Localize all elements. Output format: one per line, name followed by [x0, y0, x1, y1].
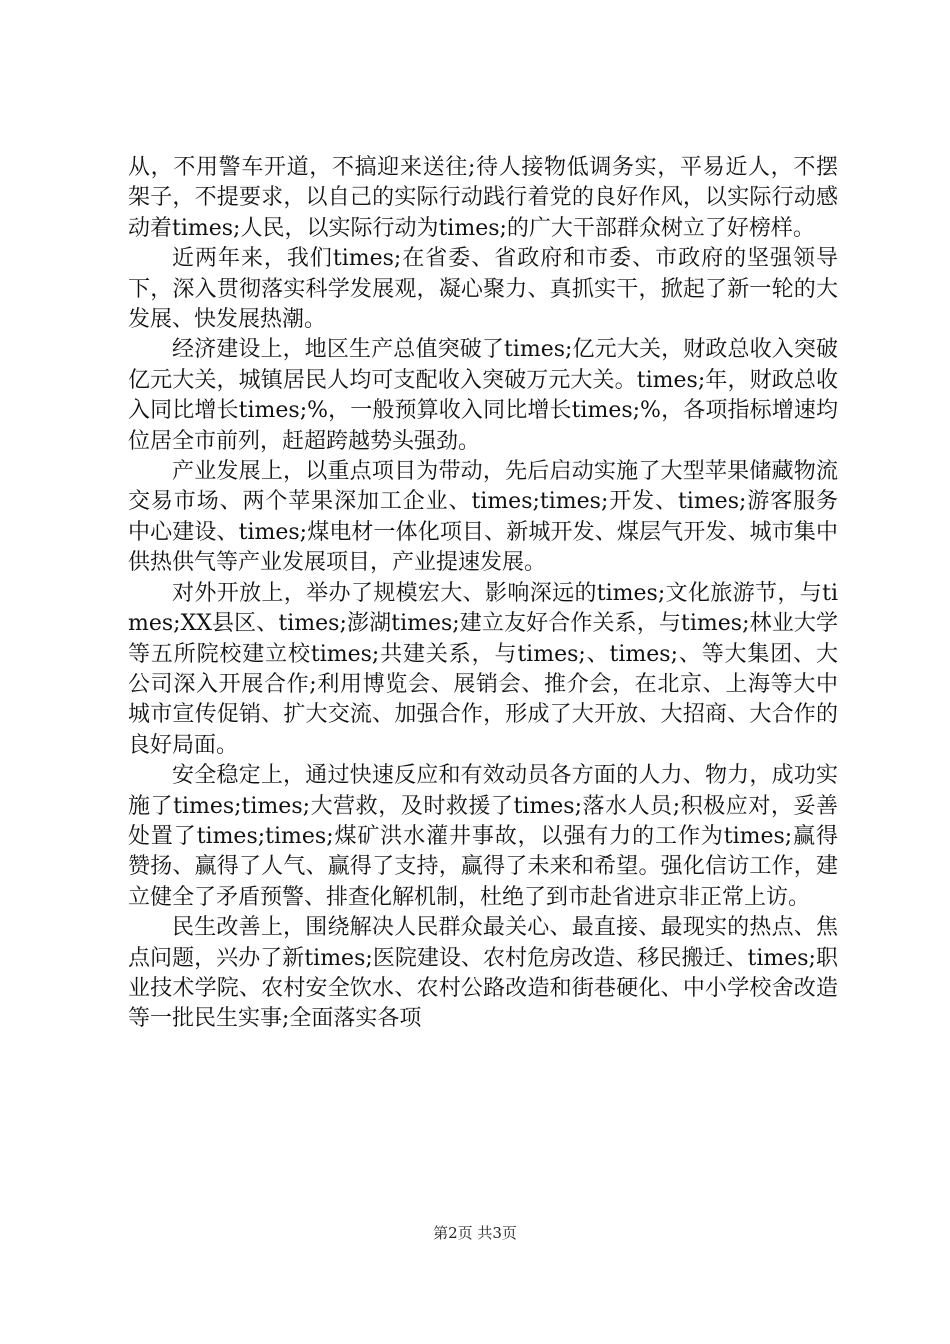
page-footer: 第2页 共3页 — [433, 1224, 517, 1242]
paragraph-2: 近两年来，我们times;在省委、省政府和市委、市政府的坚强领导下，深入贯彻落实科学发展观，凝心聚力、真抓实干，掀起了新一轮的大发展、快发展热潮。 — [128, 246, 838, 333]
document-body — [128, 153, 838, 1035]
paragraph-6: 安全稳定上，通过快速反应和有效动员各方面的人力、物力，成功实施了times;times;大营救，及时救援了times;落水人员;积极应对，妥善处置了times;times;煤矿洪水灌井事故，以强有力的工作为times;赢得赞扬、赢得了人气、赢得了支持，赢得了未来和希望。强化信访工作，建立健全了矛盾预警、排查化解机制，杜绝了到市赴省进京非正常上访。 — [128, 763, 838, 910]
paragraph-3: 经济建设上，地区生产总值突破了times;亿元大关，财政总收入突破亿元大关，城镇居民人均可支配收入突破万元大关。times;年，财政总收入同比增长times;%，一般预算收入同比增长times;%，各项指标增速均位居全市前列，赶超跨越势头强劲。 — [128, 337, 838, 454]
paragraph-4: 产业发展上，以重点项目为带动，先后启动实施了大型苹果储藏物流交易市场、两个苹果深加工企业、times;times;开发、times;游客服务中心建设、times;煤电材一体化项目、新城开发、煤层气开发、城市集中供热供气等产业发展项目，产业提速发展。 — [128, 459, 838, 576]
paragraph-7: 民生改善上，围绕解决人民群众最关心、最直接、最现实的热点、焦点问题，兴办了新times;医院建设、农村危房改造、移民搬迁、times;职业技术学院、农村安全饮水、农村公路改造和街巷硬化、中小学校舍改造等一批民生实事;全面落实各项 — [128, 915, 838, 1032]
paragraph-5: 对外开放上，举办了规模宏大、影响深远的times;文化旅游节，与times;XX县区、times;澎湖times;建立友好合作关系，与times;林业大学等五所院校建立校times;共建关系，与times;、times;、等大集团、大公司深入开展合作;利用博览会、展销会、推介会，在北京、上海等大中城市宣传促销、扩大交流、加强合作，形成了大开放、大招商、大合作的良好局面。 — [128, 580, 838, 758]
paragraph-1: 从，不用警车开道，不搞迎来送往;待人接物低调务实，平易近人，不摆架子，不提要求，以自己的实际行动践行着党的良好作风，以实际行动感动着times;人民，以实际行动为times;的广大干部群众树立了好榜样。 — [128, 155, 838, 241]
